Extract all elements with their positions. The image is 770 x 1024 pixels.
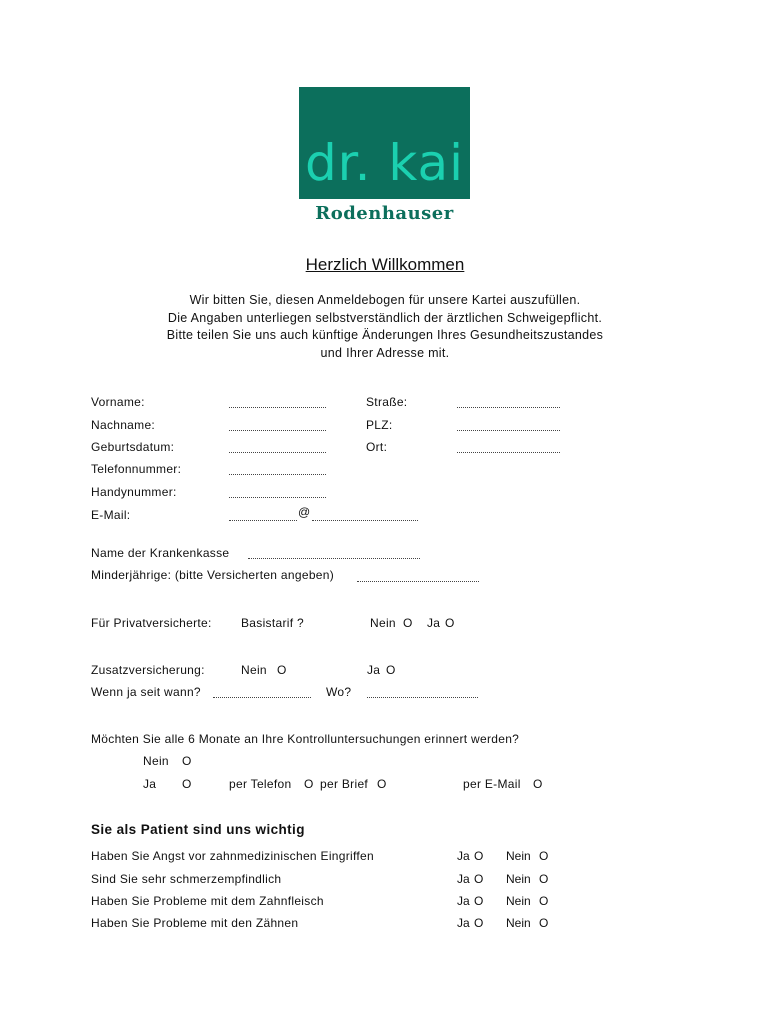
- label-nein: Nein: [506, 894, 531, 908]
- question-nein-option[interactable]: O: [539, 916, 549, 930]
- label-plz: PLZ:: [366, 418, 393, 432]
- zusatz-nein-option[interactable]: O: [277, 663, 287, 677]
- ort-field[interactable]: [457, 440, 560, 453]
- question-ja-option[interactable]: O: [474, 849, 484, 863]
- strasse-field[interactable]: [457, 395, 560, 408]
- label-privatversicherte: Für Privatversicherte:: [91, 616, 212, 630]
- reminder-nein-option[interactable]: O: [182, 754, 192, 768]
- reminder-ja-option[interactable]: O: [182, 777, 192, 791]
- label-nein: Nein: [506, 849, 531, 863]
- intro-line: Bitte teilen Sie uns auch künftige Änderungen Ihres Gesundheitszustandes: [166, 328, 604, 342]
- label-wo: Wo?: [326, 685, 352, 699]
- label-per-telefon: per Telefon: [229, 777, 292, 791]
- question-ja-option[interactable]: O: [474, 894, 484, 908]
- zusatz-ja-option[interactable]: O: [386, 663, 396, 677]
- intro-line: Wir bitten Sie, diesen Anmeldebogen für unsere Kartei auszufüllen.: [189, 293, 581, 307]
- intro-line: Die Angaben unterliegen selbstverständlich der ärztlichen Schweigepflicht.: [167, 310, 603, 325]
- logo-practice-name: Rodenhauser: [315, 203, 454, 224]
- seit-wann-field[interactable]: [213, 685, 311, 698]
- label-email: E-Mail:: [91, 508, 131, 522]
- label-ja: Ja: [457, 872, 470, 886]
- email-at-sign: @: [298, 505, 311, 519]
- label-telefon: Telefonnummer:: [91, 462, 182, 476]
- label-basistarif: Basistarif ?: [241, 616, 304, 630]
- email-domain-field[interactable]: [312, 508, 418, 521]
- question-ja-option[interactable]: O: [474, 916, 484, 930]
- wo-field[interactable]: [367, 685, 478, 698]
- label-minderjaehrige: Minderjährige: (bitte Versicherten angeben): [91, 568, 335, 582]
- label-basistarif-nein: Nein: [370, 616, 396, 630]
- question-ja-option[interactable]: O: [474, 872, 484, 886]
- vorname-field[interactable]: [229, 395, 326, 408]
- patient-question: Sind Sie sehr schmerzempfindlich: [91, 872, 282, 886]
- patient-question: Haben Sie Probleme mit dem Zahnfleisch: [91, 894, 324, 908]
- label-zusatz-nein: Nein: [241, 663, 267, 677]
- label-basistarif-ja: Ja: [427, 616, 441, 630]
- logo-mark-text: dr. kai: [304, 134, 465, 192]
- patient-question: Haben Sie Probleme mit den Zähnen: [91, 916, 299, 930]
- per-brief-option[interactable]: O: [377, 777, 387, 791]
- patient-section-heading: Sie als Patient sind uns wichtig: [91, 822, 305, 837]
- question-nein-option[interactable]: O: [539, 872, 549, 886]
- label-seit-wann: Wenn ja seit wann?: [91, 685, 201, 699]
- label-ort: Ort:: [366, 440, 388, 454]
- question-nein-option[interactable]: O: [539, 849, 549, 863]
- label-reminder-ja: Ja: [143, 777, 157, 791]
- label-ja: Ja: [457, 849, 470, 863]
- label-per-email: per E-Mail: [463, 777, 521, 791]
- label-per-brief: per Brief: [320, 777, 369, 791]
- per-email-option[interactable]: O: [533, 777, 543, 791]
- practice-logo: [299, 87, 470, 199]
- email-local-field[interactable]: [229, 508, 297, 521]
- reminder-question: Möchten Sie alle 6 Monate an Ihre Kontrolluntersuchungen erinnert werden?: [91, 732, 520, 746]
- label-zusatzversicherung: Zusatzversicherung:: [91, 663, 205, 677]
- per-telefon-option[interactable]: O: [304, 777, 314, 791]
- geburtsdatum-field[interactable]: [229, 440, 326, 453]
- krankenkasse-field[interactable]: [248, 546, 420, 559]
- label-ja: Ja: [457, 916, 470, 930]
- label-reminder-nein: Nein: [143, 754, 169, 768]
- label-strasse: Straße:: [366, 395, 408, 409]
- label-zusatz-ja: Ja: [367, 663, 381, 677]
- label-geburtsdatum: Geburtsdatum:: [91, 440, 175, 454]
- basistarif-ja-option[interactable]: O: [445, 616, 455, 630]
- question-nein-option[interactable]: O: [539, 894, 549, 908]
- telefon-field[interactable]: [229, 462, 326, 475]
- handy-field[interactable]: [229, 485, 326, 498]
- intro-text: [0, 292, 770, 362]
- label-ja: Ja: [457, 894, 470, 908]
- patient-question: Haben Sie Angst vor zahnmedizinischen Eingriffen: [91, 849, 375, 863]
- label-nein: Nein: [506, 872, 531, 886]
- label-vorname: Vorname:: [91, 395, 145, 409]
- label-nein: Nein: [506, 916, 531, 930]
- nachname-field[interactable]: [229, 418, 326, 431]
- plz-field[interactable]: [457, 418, 560, 431]
- versicherter-field[interactable]: [357, 569, 479, 582]
- label-nachname: Nachname:: [91, 418, 156, 432]
- label-handy: Handynummer:: [91, 485, 177, 499]
- basistarif-nein-option[interactable]: O: [403, 616, 413, 630]
- intro-line: und Ihrer Adresse mit.: [320, 345, 450, 360]
- page-title: Herzlich Willkommen: [305, 255, 465, 274]
- label-krankenkasse: Name der Krankenkasse: [91, 546, 230, 560]
